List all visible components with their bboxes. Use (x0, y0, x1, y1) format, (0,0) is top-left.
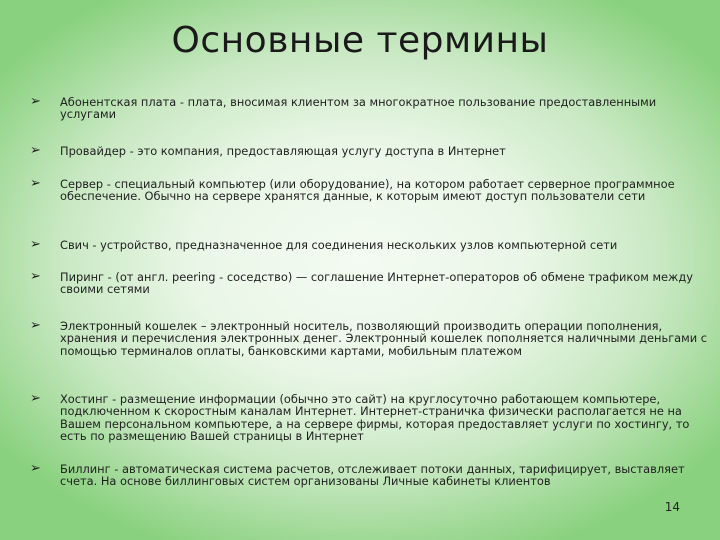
arrowhead-bullet-icon: ➢ (30, 269, 41, 284)
list-item (30, 96, 712, 121)
list-item (30, 271, 712, 296)
arrowhead-bullet-icon: ➢ (30, 461, 41, 476)
term-text: Сервер - специальный компьютер (или оборудование), на котором работает серверное программное обеспечение. Обычно на сервере хранятся данные, к которым имеют доступ пользователи сети (60, 177, 675, 204)
arrowhead-bullet-icon: ➢ (30, 237, 41, 252)
term-text: Провайдер - это компания, предоставляющая услугу доступа в Интернет (60, 144, 506, 158)
term-text: Пиринг - (от англ. peering - соседство) — соглашение Интернет-операторов об обмене трафиком между своими сетями (60, 270, 693, 297)
term-text: Абонентская плата - плата, вносимая клиентом за многократное пользование предоставленными услугами (60, 95, 657, 122)
list-item (30, 239, 712, 252)
term-text: Хостинг - размещение информации (обычно это сайт) на круглосуточно работающем компьютере, подключенном к скоростным каналам Интернет. Интернет-страничка физически располагается не на Вашем персональном компьютере, а на сервере фирмы, которая предоставляет услуги по хостингу, то есть по размещению Вашей страницы в Интернет (60, 392, 690, 444)
term-text: Свич - устройство, предназначенное для соединения нескольких узлов компьютерной сети (60, 238, 618, 252)
list-item (30, 463, 712, 488)
arrowhead-bullet-icon: ➢ (30, 318, 41, 333)
arrowhead-bullet-icon: ➢ (30, 143, 41, 158)
list-item (30, 320, 712, 357)
slide-title: Основные термины (171, 20, 549, 61)
list-item (30, 178, 712, 203)
page-number: 14 (664, 500, 680, 514)
list-item (30, 145, 712, 158)
list-item (30, 393, 712, 443)
arrowhead-bullet-icon: ➢ (30, 94, 41, 109)
term-text: Биллинг - автоматическая система расчетов, отслеживает потоки данных, тарифицирует, выставляет счета. На основе биллинговых систем организованы Личные кабинеты клиентов (60, 462, 685, 489)
arrowhead-bullet-icon: ➢ (30, 176, 41, 191)
term-text: Электронный кошелек – электронный носитель, позволяющий производить операции пополнения, хранения и перечисления электронных денег. Электронный кошелек пополняется наличными деньгами с помощью терминалов оплаты, банковскими картами, мобильным платежом (60, 319, 708, 358)
arrowhead-bullet-icon: ➢ (30, 391, 41, 406)
